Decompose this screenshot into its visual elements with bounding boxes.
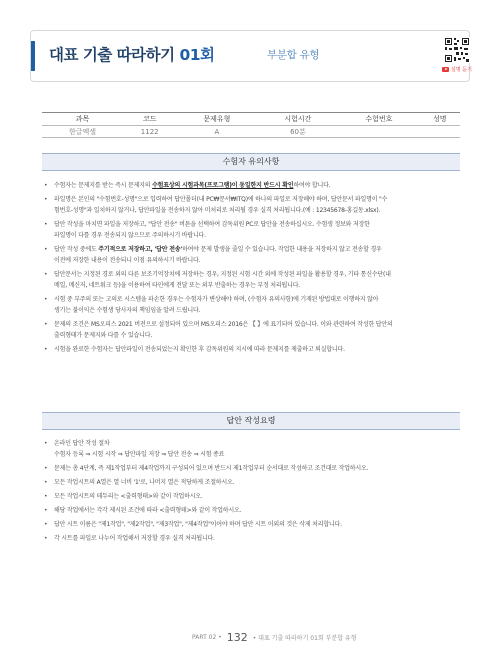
page-subtitle: 부분합 유형 <box>267 49 320 61</box>
list-line <box>54 244 464 255</box>
list-line: • 해당 작업에서는 각각 제시된 조건에 따라 <출력형태>와 같이 작업하시오. <box>54 507 242 514</box>
footer-title: • 대표 기출 따라하기 01회 부분합 유형 <box>252 635 357 642</box>
answer-list <box>44 438 464 547</box>
table-row <box>42 126 460 138</box>
list-line: • 답안문서는 지정된 경로 외의 다른 보조기억장치에 저장하는 경우, 지정된 시험 시간 외에 작성된 파일을 활용할 경우, 기타 통신수단(내 <box>54 271 391 278</box>
list-line: • 시험 중 부주의 또는 고의로 시스템을 파손한 경우는 수험자가 변상해야 하며, (수험자 유의사항)에 기재된 방법대로 이행하지 않아 <box>54 296 379 303</box>
list-item <box>44 294 464 316</box>
list-item <box>44 438 464 460</box>
table-header-cell: 수험번호 <box>338 113 419 126</box>
list-line: • 문제의 조건은 MS오피스 2021 버전으로 설정되어 있으며 MS오피스 2016은 【 】에 표기되어 있습니다. 이와 관련하여 작성한 답안의 <box>54 321 393 328</box>
list-line: 생기는 불이익은 수험생 당사자의 책임임을 알려 드립니다. <box>54 307 201 314</box>
list-line: • 문제는 총 4단계, 즉 제1작업부터 제4작업까지 구성되어 있으며 반드시 제1작업부터 순서대로 작성하고 조건대로 작업하시오. <box>54 465 369 472</box>
title-number: 01회 <box>179 46 215 64</box>
table-cell: A <box>176 126 257 138</box>
list-item <box>44 244 464 266</box>
list-item <box>44 269 464 291</box>
text-span: 답안 작성 중에도 <box>54 246 99 253</box>
list-item <box>44 180 464 191</box>
list-line: 험번호-성명"과 일치하지 않거나, 답안파일을 전송하지 않아 미처리로 처리될 경우 실격 처리됩니다.(예 : 12345678-홍길동.xlsx). <box>54 207 381 214</box>
text-span: 수험자는 문제지를 받는 즉시 문제지의 <box>54 182 153 189</box>
list-line: • 답안 작성을 마치면 파일을 저장하고, "답안 전송" 버튼을 선택하여 감독위원 PC로 답안을 전송하십시오. 수험생 정보와 저장한 <box>54 221 370 228</box>
list-line: • 파일명은 본인의 "수험번호-성명"으로 입력하여 답안폴더(내 PC₩문서₩ITQ)에 하나의 파일로 저장해야 하며, 답안문서 파일명이 "수 <box>54 196 388 203</box>
list-line: • 답안 시트 이름은 "제1작업", "제2작업", "제3작업", "제4작업"이어야 하며 답안 시트 이외의 것은 삭제 처리합니다. <box>54 521 342 528</box>
list-line: • 시험을 완료한 수험자는 답안파일이 전송되었는지 확인한 후 감독위원의 지시에 따라 문제지를 제출하고 퇴실합니다. <box>54 346 345 353</box>
notes-list <box>44 180 464 358</box>
list-item <box>44 519 464 530</box>
list-item <box>44 505 464 516</box>
notes-section-title: 수험자 유의사항 <box>42 153 460 171</box>
video-play-icon <box>442 67 449 72</box>
list-item <box>44 219 464 241</box>
list-line: 메일, 메신저, 네트워크 등)을 이용하여 타인에게 전달 또는 외부 반출하는 경우는 부정 처리됩니다. <box>54 282 300 289</box>
answer-section-title: 답안 작성요령 <box>42 412 460 430</box>
list-line: 파일명이 다를 경우 전송되지 않으므로 주의하시기 바랍니다. <box>54 232 206 239</box>
table-cell <box>419 126 460 138</box>
title-prefix: 대표 기출 따라하기 <box>49 46 175 64</box>
table-header-cell: 과목 <box>42 113 123 126</box>
list-item <box>44 477 464 488</box>
qr-caption-label: 설명 듣기 <box>451 67 472 73</box>
text-span: 하여야 합니다. <box>293 182 331 189</box>
emphasis-text: 주기적으로 저장하고, '답안 전송' <box>98 246 183 253</box>
list-item <box>44 533 464 544</box>
list-line <box>54 180 464 191</box>
list-line: • 온라인 답안 작성 절차 <box>54 440 110 447</box>
exam-info-table <box>42 112 460 138</box>
list-line: • 모든 작업시트의 A열은 열 너비 '1'로, 나머지 열은 적당하게 조절하시오. <box>54 479 235 486</box>
table-header-cell: 시험시간 <box>257 113 338 126</box>
emphasis-text: 수험표상의 시험과목(프로그램)이 동일한지 반드시 확인 <box>152 182 294 189</box>
table-cell <box>338 126 419 138</box>
list-line: 출력형태가 문제지와 다를 수 있습니다. <box>54 332 153 339</box>
table-cell: 60분 <box>257 126 338 138</box>
list-item <box>44 194 464 216</box>
text-span: 하여야 문제 발생을 줄일 수 있습니다. 작업한 내용을 저장하지 않고 전송할 경우 <box>182 246 382 253</box>
page-header <box>30 30 470 82</box>
table-header-row <box>42 113 460 126</box>
table-cell: 1122 <box>123 126 176 138</box>
list-item <box>44 319 464 341</box>
table-cell: 한글엑셀 <box>42 126 123 138</box>
table-header-cell: 코드 <box>123 113 176 126</box>
table-header-cell: 문제유형 <box>176 113 257 126</box>
list-line: 이전에 저장한 내용이 전송되니 이점 유의하시기 바랍니다. <box>54 257 201 264</box>
page-title <box>49 43 215 65</box>
qr-code-icon[interactable] <box>444 37 470 63</box>
list-item <box>44 463 464 474</box>
list-item <box>44 344 464 355</box>
footer-part: PART 02 • <box>192 634 222 641</box>
list-line: 수험자 등록 ⇒ 시험 시작 ⇒ 답안파일 저장 ⇒ 답안 전송 ⇒ 시험 종료 <box>54 451 225 458</box>
list-line: • 모든 작업시트의 테두리는 <출력형태>와 같이 작업하시오. <box>54 493 203 500</box>
qr-caption[interactable] <box>437 66 477 73</box>
table-header-cell: 성명 <box>419 113 460 126</box>
list-item <box>44 491 464 502</box>
list-line: • 각 시트를 파일로 나누어 작업해서 저장할 경우 실격 처리됩니다. <box>54 535 215 542</box>
header-accent-bar <box>31 41 35 71</box>
page-footer <box>192 631 357 644</box>
page-number: 132 <box>226 631 248 644</box>
